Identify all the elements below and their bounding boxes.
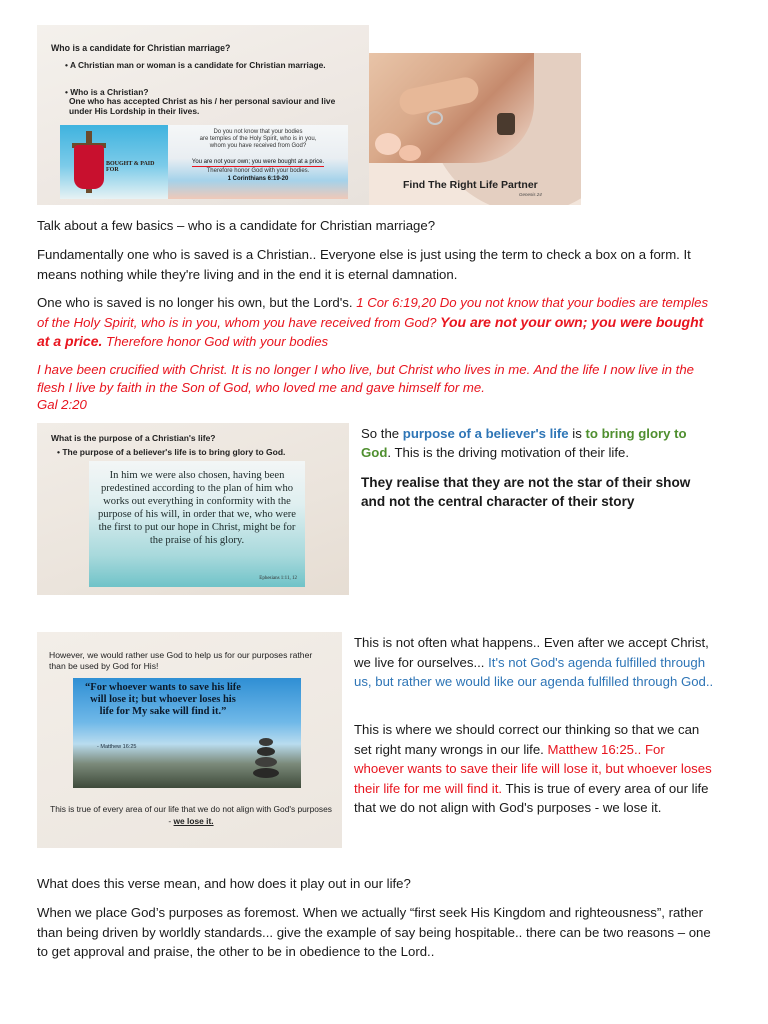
slide4-bottom-emph: we lose it. xyxy=(173,815,214,826)
intro-paragraph-1: Talk about a few basics – who is a candidate for Christian marriage? xyxy=(37,218,436,233)
verse-line-3: whom you have received from God? xyxy=(209,143,307,149)
slide1-bullet2-body: One who has accepted Christ as his / her personal saviour and live under His Lordship in their lives. xyxy=(69,96,336,116)
slide3-bullet: • The purpose of a believer's life is to bring glory to God. xyxy=(57,447,286,457)
closing-question: What does this verse mean, and how does it play out in our life? xyxy=(37,876,411,891)
slide2-caption: Find The Right Life Partner xyxy=(403,179,538,191)
cross-picture xyxy=(60,125,168,199)
s2-glory: to bring glory to God xyxy=(361,426,687,460)
intro-paragraph-4-ref: Gal 2:20 xyxy=(37,397,87,412)
p3-verse-red: 1 Cor 6:19,20 Do you not know that your bodies are temples of the Holy Spirit, who is in you, whom you have received from God? xyxy=(37,295,709,330)
slide3-ref: Ephesians 1:11, 12 xyxy=(259,576,297,581)
s2-c: is xyxy=(568,426,586,441)
section3-paragraph-1 xyxy=(354,633,718,692)
slide-image-christian-candidate xyxy=(37,25,369,205)
closing-paragraph: When we place God’s purposes as foremost. When we actually “first seek His Kingdom and righteousness”, rather than being driven by worldly standards... give the example of say being hospitable.. there can be two reasons – one to get approval and praise, the other to be in obedience to the Lord.. xyxy=(37,905,711,959)
stone-stack-icon xyxy=(253,738,279,778)
flower-icon-2 xyxy=(399,145,421,161)
intro-paragraph-4: I have been crucified with Christ. It is no longer I who live, but Christ who lives in me. And the life I now live in the flesh I live by faith in the Son of God, who loved me and gave himself for me. xyxy=(37,362,694,395)
hands-photo xyxy=(369,53,534,163)
s2-purpose: purpose of a believer's life xyxy=(402,426,569,441)
verse-line-2: are temples of the Holy Spirit, who is in you, xyxy=(199,136,317,142)
cross-caption: BOUGHT & PAID FOR xyxy=(106,161,155,173)
s3-p2-a: This is where we should correct our thinking so that we can set right many wrongs in our life. xyxy=(354,722,700,757)
s3-p1-a: This is not often what happens.. Even after we accept Christ, we live for ourselves... xyxy=(354,635,709,670)
ring-icon xyxy=(427,111,443,125)
slide4-bottom-text: This is true of every area of our life that we do not align with God's purposes - xyxy=(50,804,332,826)
slide4-bottom xyxy=(49,804,333,827)
intro-paragraph-2: Fundamentally one who is saved is a Christian.. Everyone else is just using the term to check a box on a form. It means nothing while they're living and in the end it is eternal damnation. xyxy=(37,247,691,282)
slide-image-lose-life xyxy=(37,632,342,848)
p3-normal: One who is saved is no longer his own, but the Lord's. xyxy=(37,295,357,310)
hand-shape xyxy=(397,75,481,117)
verse-highlight: You are not your own; you were bought at a price. xyxy=(191,159,325,165)
verse-end: Therefore honor God with your bodies. xyxy=(206,168,310,174)
verse-line-1: Do you not know that your bodies xyxy=(213,129,303,135)
s2-e: . This is the driving motivation of their life. xyxy=(387,445,630,460)
s3-p2-red: Matthew 16:25.. For whoever wants to save their life will lose it, but whoever loses their life for me will find it. xyxy=(354,741,712,796)
slide-image-purpose xyxy=(37,423,349,595)
verse-ref: 1 Corinthians 6:19-20 xyxy=(227,176,289,182)
s3-p1-blue: It's not God's agenda fulfilled through us, but rather we would like our agenda fulfilled through God.. xyxy=(354,654,714,689)
verse-box xyxy=(168,125,348,199)
slide4-quote-ref: - Matthew 16:25 xyxy=(97,744,137,750)
slide1-heading: Who is a candidate for Christian marriage? xyxy=(51,43,231,53)
slide3-verse-box xyxy=(89,461,305,587)
watch-icon xyxy=(497,113,515,135)
section2-bold-paragraph: They realise that they are not the star of their show and not the central character of their story xyxy=(361,475,691,509)
red-cloth-icon xyxy=(74,145,104,189)
flower-icon xyxy=(375,133,401,155)
slide4-mountain-photo xyxy=(73,678,301,788)
slide3-verse: In him we were also chosen, having been predestined according to the plan of him who works out everything in conformity with the purpose of his will, in order that we, who were the first to put our hope in Christ, might be for the praise of his glory. xyxy=(98,470,296,546)
intro-paragraph-3 xyxy=(37,293,719,352)
slide4-top: However, we would rather use God to help us for our purposes rather than be used by God for His! xyxy=(49,650,313,671)
p3-verse-bold: You are not your own; you were bought at a price. xyxy=(37,313,704,349)
s3-p2-c: This is true of every area of our life that we do not align with God's purposes - we lose it. xyxy=(354,780,709,815)
slide3-heading: What is the purpose of a Christian's life? xyxy=(51,433,216,443)
slide2-ref: Genesis 24 xyxy=(519,192,542,197)
p3-verse-end: Therefore honor God with your bodies xyxy=(102,334,329,349)
section2-paragraph-1 xyxy=(361,424,719,462)
slide4-quote: “For whoever wants to save his life will lose it; but whoever loses his life for My sake will find it.” xyxy=(85,682,241,717)
slide1-bullet1: • A Christian man or woman is a candidate for Christian marriage. xyxy=(65,60,326,70)
slide-image-life-partner xyxy=(369,53,581,205)
slide1-bullet2-title: • Who is a Christian? xyxy=(65,87,149,97)
s2-a: So the xyxy=(361,426,403,441)
section3-paragraph-2 xyxy=(354,720,718,818)
